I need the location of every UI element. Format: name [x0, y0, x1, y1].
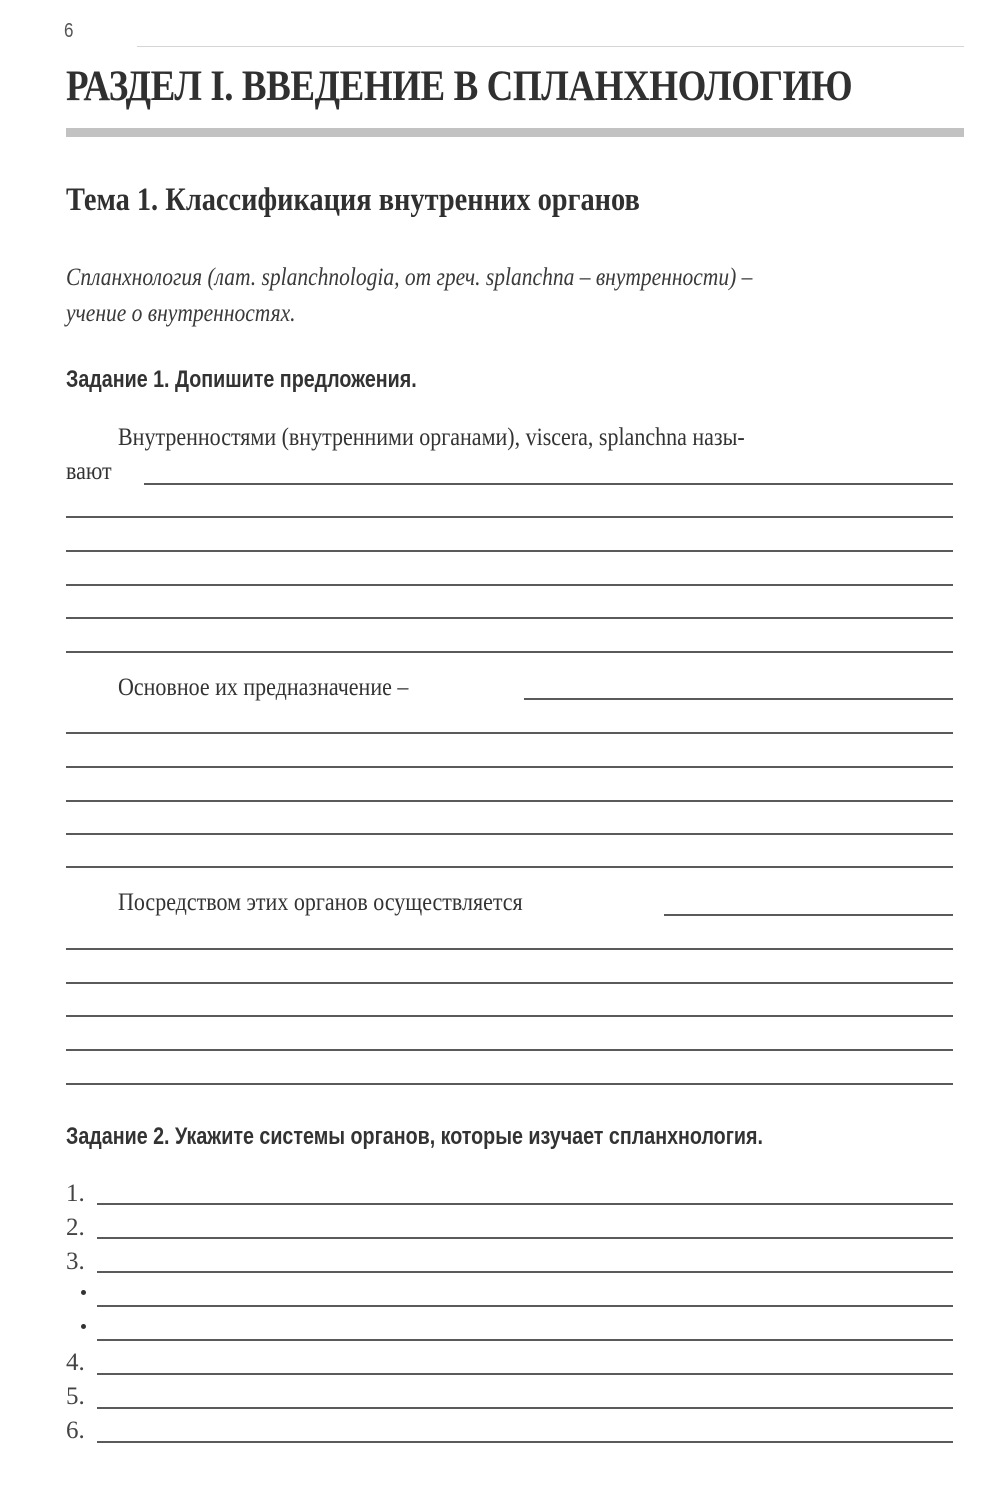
topic-title: Тема 1. Классификация внутренних органов [66, 182, 640, 218]
list-label: 4. [66, 1349, 85, 1376]
answer-line[interactable] [97, 1237, 953, 1239]
task1-title: Задание 1. Допишите предложения. [66, 366, 417, 393]
definition-line-2: учение о внутренностях. [66, 300, 296, 327]
task1-sentence3: Посредством этих органов осуществляется [118, 889, 523, 916]
task2-title: Задание 2. Укажите системы органов, которые изучает спланхнология. [66, 1123, 763, 1150]
answer-line[interactable] [144, 483, 953, 485]
answer-line[interactable] [66, 800, 953, 802]
answer-line[interactable] [664, 914, 953, 916]
section-title: РАЗДЕЛ I. ВВЕДЕНИЕ В СПЛАНХНОЛОГИЮ [66, 63, 853, 110]
section-divider-band [66, 128, 964, 137]
answer-line[interactable] [66, 550, 953, 552]
answer-line[interactable] [66, 651, 953, 653]
answer-line[interactable] [66, 833, 953, 835]
answer-line[interactable] [66, 584, 953, 586]
answer-line[interactable] [66, 982, 953, 984]
list-label: 6. [66, 1417, 85, 1444]
answer-line[interactable] [66, 732, 953, 734]
task1-sentence1-line2: вают [66, 458, 112, 485]
list-label: 1. [66, 1180, 85, 1207]
page-number: 6 [64, 20, 74, 42]
header-rule [137, 46, 964, 47]
list-label: 3. [66, 1248, 85, 1275]
answer-line[interactable] [97, 1441, 953, 1443]
list-label: 5. [66, 1383, 85, 1410]
bullet-icon [81, 1290, 86, 1295]
answer-line[interactable] [97, 1407, 953, 1409]
task1-sentence2: Основное их предназначение – [118, 674, 409, 701]
task1-sentence1-line1: Внутренностями (внутренними органами), viscera, splanchna назы- [118, 424, 745, 451]
definition-line-1: Спланхнология (лат. splanchnologia, от греч. splanchna – внутренности) – [66, 264, 753, 291]
answer-line[interactable] [66, 617, 953, 619]
answer-line[interactable] [66, 1083, 953, 1085]
answer-line[interactable] [66, 516, 953, 518]
answer-line[interactable] [66, 766, 953, 768]
answer-line[interactable] [66, 948, 953, 950]
answer-line[interactable] [66, 1015, 953, 1017]
definition [66, 260, 969, 332]
answer-line[interactable] [97, 1203, 953, 1205]
answer-line[interactable] [97, 1271, 953, 1273]
answer-line[interactable] [524, 698, 953, 700]
answer-line[interactable] [97, 1339, 953, 1341]
answer-line[interactable] [66, 866, 953, 868]
answer-line[interactable] [97, 1305, 953, 1307]
answer-line[interactable] [97, 1373, 953, 1375]
answer-line[interactable] [66, 1049, 953, 1051]
bullet-icon [81, 1324, 86, 1329]
list-label: 2. [66, 1214, 85, 1241]
